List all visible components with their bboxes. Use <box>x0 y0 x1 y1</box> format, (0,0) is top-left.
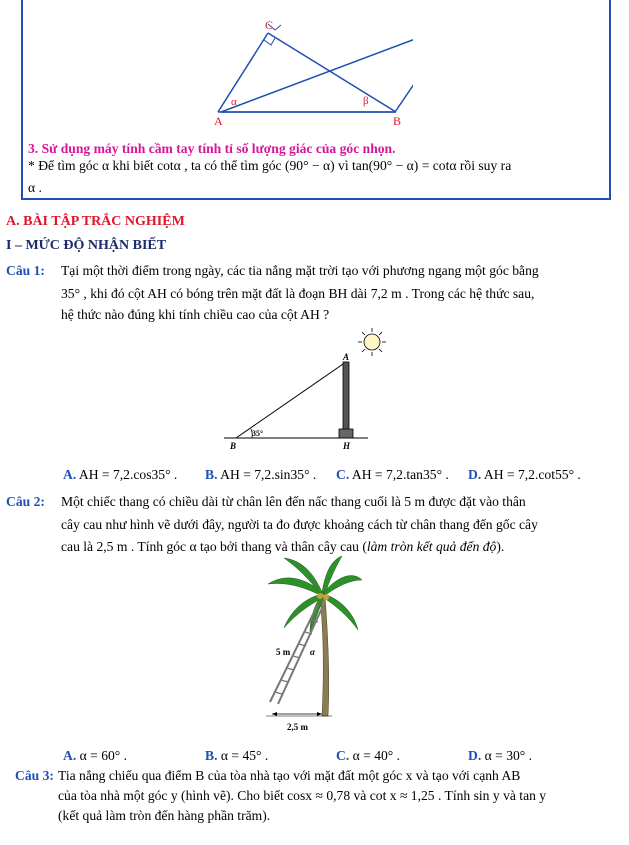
q1-option-d[interactable]: D. AH = 7,2.cot55° . <box>468 467 581 482</box>
q2-option-d[interactable]: D. α = 30° . <box>468 748 533 763</box>
triangle-abc <box>2 0 629 140</box>
q2-line3: cau là 2,5 m . Tính góc α tạo bởi thang và thân cây cau (làm tròn kết quả đến độ). <box>61 539 505 554</box>
q2-option-b[interactable]: B. α = 45° . <box>205 748 269 763</box>
q1-label: Câu 1: <box>6 263 45 278</box>
section-title: A. BÀI TẬP TRẮC NGHIỆM <box>6 214 185 229</box>
ladder-angle-label: α <box>310 647 315 657</box>
q1-option-a[interactable]: A. AH = 7,2.cos35° . <box>63 467 178 482</box>
q3-label: Câu 3: <box>15 768 54 783</box>
q2-option-a[interactable]: A. α = 60° . <box>63 748 128 763</box>
theory-box <box>21 0 611 200</box>
q3-line1: Tia nắng chiếu qua điểm B của tòa nhà tạo với mặt đất một góc x và tạo với cạnh AB <box>58 768 521 783</box>
figure1-point-b: B <box>230 441 237 451</box>
q1-line1: Tại một thời điểm trong ngày, các tia nắng mặt trời tạo với phương ngang một góc bằng <box>61 263 539 278</box>
q3-line3: (kết quả làm tròn đến hàng phần trăm). <box>58 808 271 823</box>
theory-note-line1: * Để tìm góc α khi biết cotα , ta có thể tìm góc (90° − α) vì tan(90° − α) = cotα rồi suy ra <box>28 158 512 173</box>
theory-note-line2: α . <box>28 180 42 195</box>
ladder-length-label: 5 m <box>276 647 291 657</box>
beta-label: β <box>363 95 369 107</box>
vertex-a-label: A <box>214 114 223 128</box>
q1-option-c[interactable]: C. AH = 7,2.tan35° . <box>336 467 449 482</box>
q2-option-c[interactable]: C. α = 40° . <box>336 748 401 763</box>
vertex-b-label: B <box>393 114 402 128</box>
pole-shadow-figure <box>224 326 394 454</box>
alpha-label: α <box>231 96 237 108</box>
q1-option-b[interactable]: B. AH = 7,2.sin35° . <box>205 467 317 482</box>
q1-line2: 35° , khi đó cột AH có bóng trên mặt đất là đoạn BH dài 7,2 m . Trong các hệ thức sau, <box>61 286 535 301</box>
q2-line2: cây cau như hình vẽ dưới đây, người ta đo được khoảng cách từ chân thang đến gốc cây <box>61 517 538 532</box>
figure1-point-a: A <box>343 352 350 362</box>
q3-line2: của tòa nhà một góc y (hình vẽ). Cho biết cosx ≈ 0,78 và cot x ≈ 1,25 . Tính sin y và tan y <box>58 788 547 803</box>
q2-label: Câu 2: <box>6 494 45 509</box>
theory-heading: 3. Sử dụng máy tính cầm tay tính tỉ số lượng giác của góc nhọn. <box>28 141 396 156</box>
q1-line3: hệ thức nào đúng khi tính chiều cao của cột AH ? <box>61 307 330 322</box>
level-title: I – MỨC ĐỘ NHẬN BIẾT <box>6 238 167 253</box>
q2-line1: Một chiếc thang có chiều dài từ chân lên đến nấc thang cuối là 5 m được đặt vào thân <box>61 494 526 509</box>
figure1-angle-label: 35° <box>252 429 264 438</box>
base-distance-label: 2,5 m <box>287 722 308 732</box>
vertex-c-label: C <box>265 18 274 32</box>
figure1-point-h: H <box>343 441 351 451</box>
